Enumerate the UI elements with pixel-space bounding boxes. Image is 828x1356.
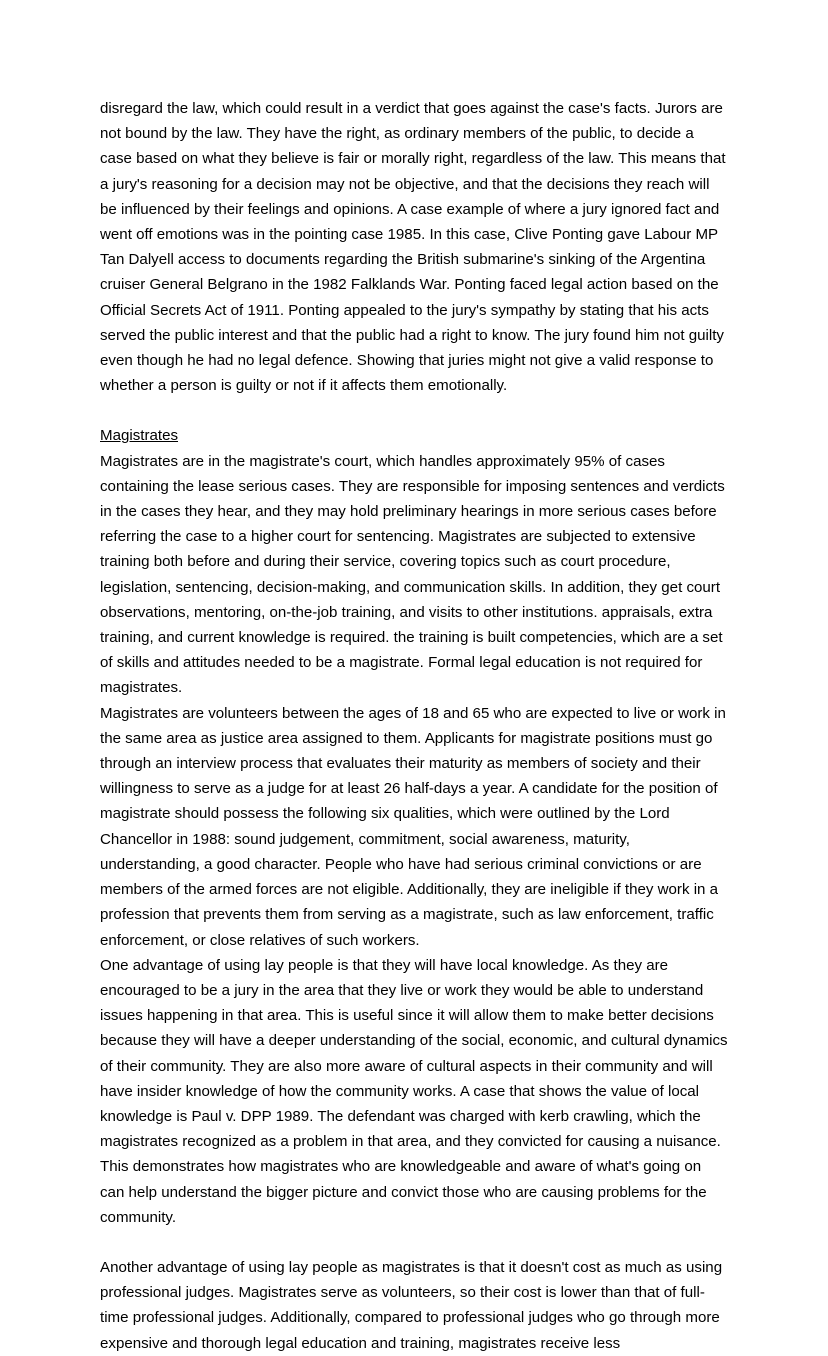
paragraph-spacer xyxy=(100,398,728,423)
paragraph-magistrates-role: Magistrates are in the magistrate's court, which handles approximately 95% of cases containing the lease serious cases. They are responsible for imposing sentences and verdicts in the cases they hear, and they may hold preliminary hearings in more serious cases before referring the case to a higher court for sentencing. Magistrates are subjected to extensive training both before and during their service, covering topics such as court procedure, legislation, sentencing, decision-making, and communication skills. In addition, they get court observations, mentoring, on-the-job training, and visits to other institutions. appraisals, extra training, and current knowledge is required. the training is built competencies, which are a set of skills and attitudes needed to be a magistrate. Formal legal education is not required for magistrates. xyxy=(100,452,725,697)
section-heading-magistrates xyxy=(100,423,728,448)
document-body xyxy=(100,96,728,1356)
paragraph-spacer-2 xyxy=(100,1230,728,1255)
paragraph-local-knowledge-advantage: One advantage of using lay people is that they will have local knowledge. As they are encouraged to be a jury in the area that they live or work they would be able to understand issues happening in that area. This is useful since it will allow them to make better decisions because they will have a deeper understanding of the social, economic, and cultural dynamics of their community. They are also more aware of cultural aspects in their community and will have insider knowledge of how the community works. A case that shows the value of local knowledge is Paul v. DPP 1989. The defendant was charged with kerb crawling, which the magistrates recognized as a problem in that area, and they convicted for causing a nuisance. This demonstrates how magistrates who are knowledgeable and aware of what's going on can help understand the bigger picture and convict those who are causing problems for the community. xyxy=(100,956,728,1226)
paragraph-jury-continuation: disregard the law, which could result in a verdict that goes against the case's facts. Jurors are not bound by the law. They have the right, as ordinary members of the public, to decide a case based on what they believe is fair or morally right, regardless of the law. This means that a jury's reasoning for a decision may not be objective, and that the decisions they reach will be influenced by their feelings and opinions. A case example of where a jury ignored fact and went off emotions was in the pointing case 1985. In this case, Clive Ponting gave Labour MP Tan Dalyell access to documents regarding the British submarine's sinking of the Argentina cruiser General Belgrano in the 1982 Falklands War. Ponting faced legal action based on the Official Secrets Act of 1911. Ponting appealed to the jury's sympathy by stating that his acts served the public interest and that the public had a right to know. The jury found him not guilty even though he had no legal defence. Showing that juries might not give a valid response to whether a person is guilty or not if it affects them emotionally. xyxy=(100,100,726,395)
paragraph-cost-advantage: Another advantage of using lay people as magistrates is that it doesn't cost as much as using professional judges. Magistrates serve as volunteers, so their cost is lower than that of full-time professional judges. Additionally, compared to professional judges who go through more expensive and thorough legal education and training, magistrates receive less xyxy=(100,1258,723,1352)
section-heading-text: Magistrates xyxy=(100,427,179,445)
paragraph-magistrates-qualifications: Magistrates are volunteers between the ages of 18 and 65 who are expected to live or work in the same area as justice area assigned to them. Applicants for magistrate positions must go through an interview process that evaluates their maturity as members of society and their willingness to serve as a judge for at least 26 half-days a year. A candidate for the position of magistrate should possess the following six qualities, which were outlined by the Lord Chancellor in 1988: sound judgement, commitment, social awareness, maturity, understanding, a good character. People who have had serious criminal convictions or are members of the armed forces are not eligible. Additionally, they are ineligible if they work in a profession that prevents them from serving as a magistrate, such as law enforcement, traffic enforcement, or close relatives of such workers. xyxy=(100,704,726,949)
